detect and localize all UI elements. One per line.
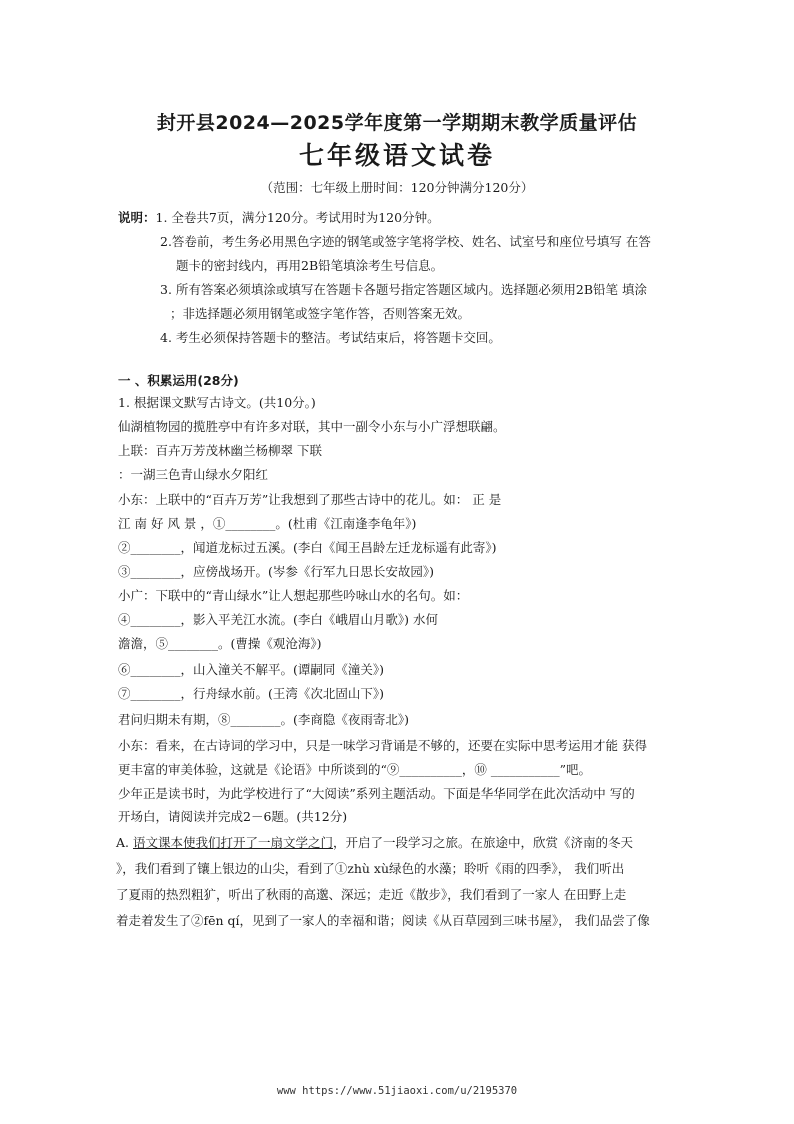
question-line: 少年正是读书时，为此学校进行了“大阅读”系列主题活动。下面是华华同学在此次活动中 写的 (118, 786, 635, 801)
instruction-item: 题卡的密封线内，再用2B铅笔填涂考生号信息。 (176, 258, 444, 273)
passage-line: 》，我们看到了镶上银边的山尖，看到了①zhù xù绿色的水藻；聆听《雨的四季》， 我们听出 (116, 861, 625, 876)
passage-line (116, 830, 676, 856)
question-line: 1. 根据课文默写古诗文。(共10分。) (118, 395, 316, 410)
question-line: 君问归期未有期，⑧________。(李商隐《夜雨寄北》) (118, 712, 410, 727)
passage-text: ，开启了一段学习之旅。在旅途中，欣赏《济南的冬天 (333, 835, 634, 850)
passage-line: 着走着发生了②fēn qí，见到了一家人的幸福和谐；阅读《从百草园到三味书屋》， 我们品尝了像 (116, 913, 650, 928)
instructions-block (118, 210, 440, 226)
question-line: ③________，应傍战场开。(岑参《行军九日思长安故园》) (118, 564, 435, 579)
exam-title: 封开县2024—2025学年度第一学期期末教学质量评估 (156, 112, 638, 134)
question-line: ：一湖三色青山绿水夕阳红 (118, 467, 269, 482)
passage-label: A. (116, 835, 130, 850)
instruction-item: 2.答卷前，考生务必用黑色字迹的钢笔或签字笔将学校、姓名、试室号和座位号填写 在答 (160, 234, 651, 249)
question-line: 小广：下联中的“青山绿水”让人想起那些吟咏山水的名句。如： (118, 588, 469, 603)
question-line: 小东：看来，在古诗词的学习中，只是一味学习背诵是不够的，还要在实际中思考运用才能 获得 (118, 738, 647, 753)
question-line: 更丰富的审美体验，这就是《论语》中所谈到的“⑨__________，⑩ ___________”吧。 (118, 762, 592, 777)
passage-underlined-phrase: 语文课本使我们打开了一扇文学之门 (133, 835, 334, 850)
footer-url: www https://www.51jiaoxi.com/u/2195370 (276, 1085, 518, 1097)
instruction-item: 1. 全卷共7页，满分120分。考试用时为120分钟。 (155, 210, 440, 225)
question-line: 小东：上联中的“百卉万芳”让我想到了那些古诗中的花儿。如： 正 是 (118, 492, 502, 507)
question-line: 江 南 好 风 景 ，①________。(杜甫《江南逢李龟年》) (118, 516, 417, 531)
passage-line: 了夏雨的热烈粗犷，听出了秋雨的高邈、深远；走近《散步》，我们看到了一家人 在田野上走 (116, 887, 627, 902)
question-line: 仙湖植物园的揽胜亭中有许多对联，其中一副令小东与小广浮想联翩。 (118, 419, 506, 434)
instruction-item: 3. 所有答案必须填涂或填写在答题卡各题号指定答题区域内。选择题必须用2B铅笔 填涂 (160, 282, 648, 297)
instruction-item: ；非选择题必须用钢笔或签字笔作答，否则答案无效。 (170, 306, 471, 321)
question-line: ⑦________，行舟绿水前。(王湾《次北固山下》) (118, 686, 385, 701)
instruction-item: 4. 考生必须保持答题卡的整洁。考试结束后，将答题卡交回。 (160, 330, 501, 345)
question-line: 上联：百卉万芳茂林幽兰杨柳翠 下联 (118, 443, 322, 458)
question-line: 开场白，请阅读并完成2－6题。(共12分) (118, 809, 348, 824)
question-line: ②________，闻道龙标过五溪。(李白《闻王昌龄左迁龙标遥有此寄》) (118, 540, 497, 555)
question-line: 澹澹，⑤________。(曹操《观沧海》) (118, 636, 322, 651)
exam-scope: （范围：七年级上册时间：120分钟满分120分） (260, 180, 534, 195)
reading-passage (116, 830, 676, 934)
question-line: ⑥________，山入潼关不解平。(谭嗣同《潼关》) (118, 662, 385, 677)
section-heading: 一 、积累运用(28分) (118, 373, 239, 388)
instructions-label: 说明： (118, 210, 156, 225)
exam-subject-title: 七年级语文试卷 (298, 141, 495, 170)
question-line: ④________，影入平羌江水流。(李白《峨眉山月歌》) 水何 (118, 612, 438, 627)
